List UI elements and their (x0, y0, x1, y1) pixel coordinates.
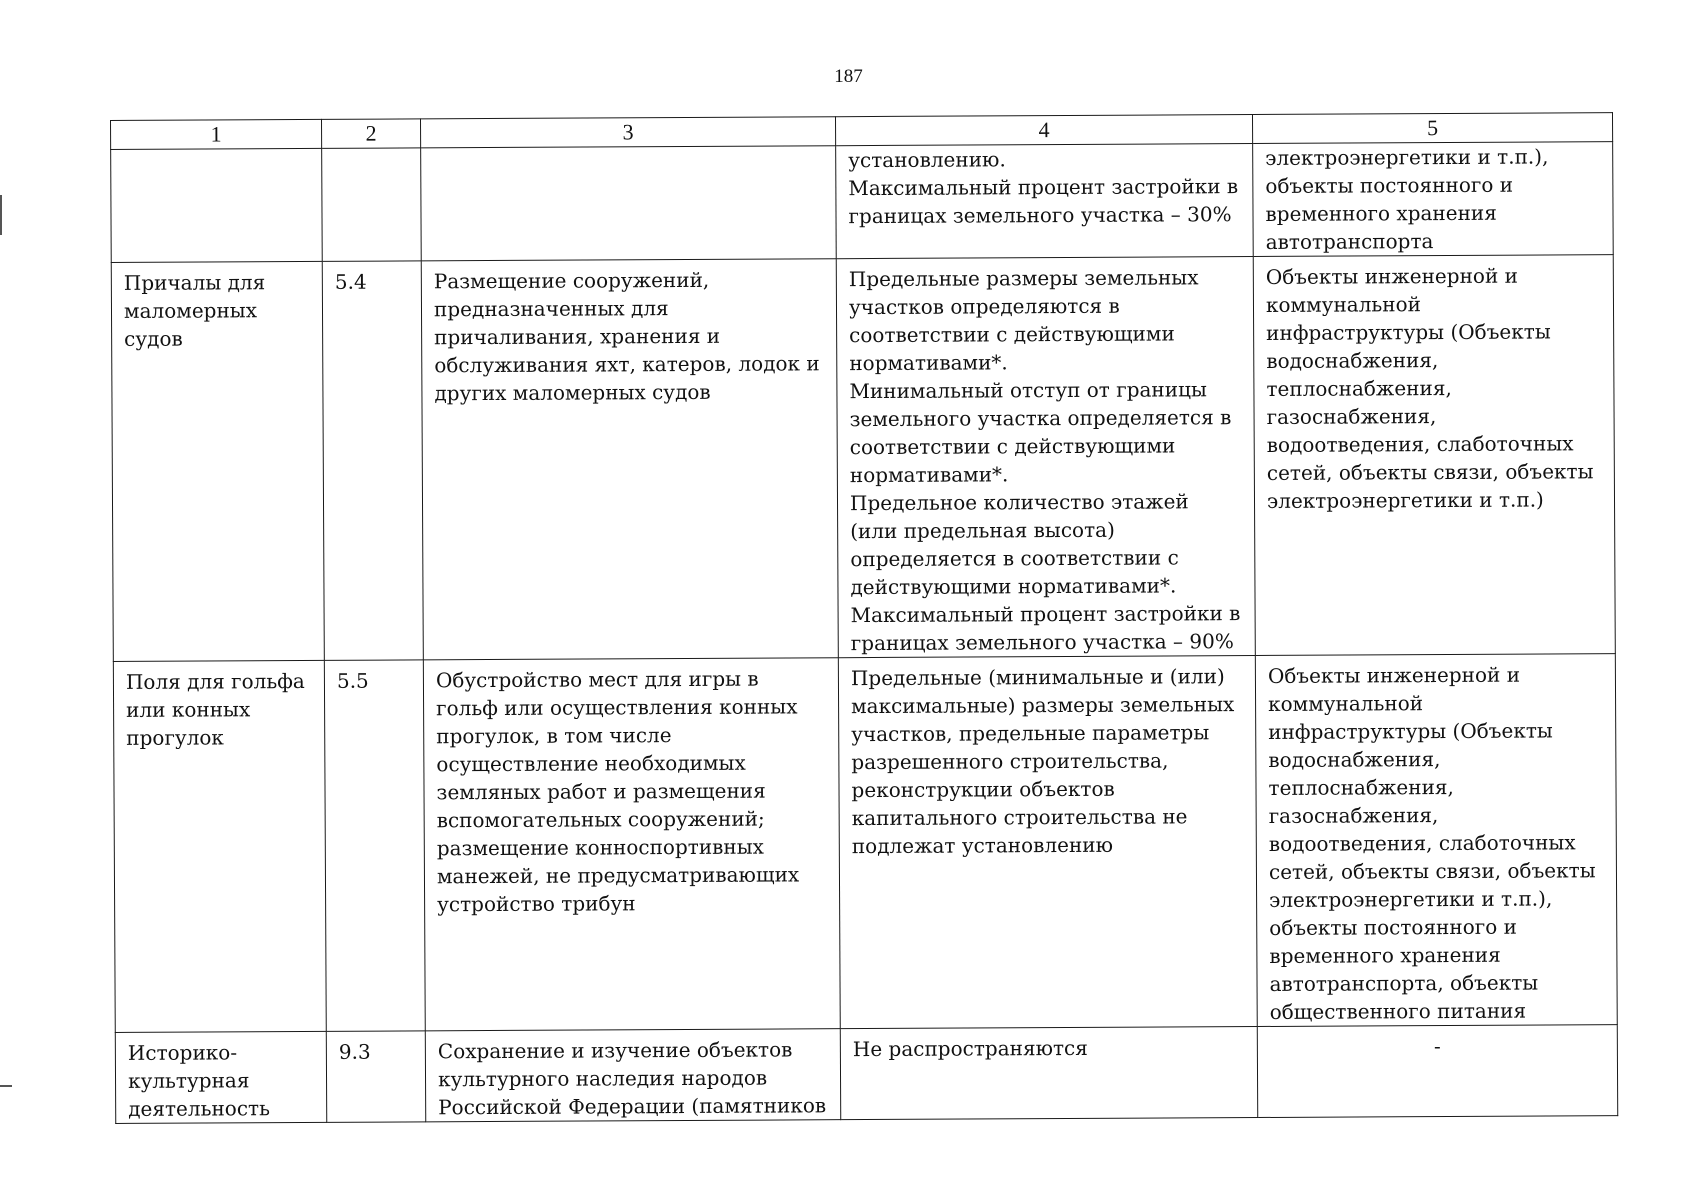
use-code-cell (322, 148, 422, 262)
use-code-cell: 9.3 (326, 1031, 425, 1123)
use-name-cell: Историко-культурная деятельность (115, 1031, 326, 1123)
use-description-cell: Обустройство мест для игры в гольф или осуществления конных прогулок, в том числе осуществление необходимых земляных работ и размещения вспомогательных сооружений; размещение конноспортивных манежей, не предусматривающих устройство трибун (423, 658, 840, 1031)
column-header-4: 4 (835, 115, 1252, 146)
table-row (113, 654, 1617, 1033)
parameters-cell: Предельные размеры земельных участков определяются в соответствии с действующими нормативами*. Минимальный отступ от границы земельного участка определяется в соответствии с действующими нормативами*. Предельное количество этажей (или предельная высота) определяется в соответствии с действующими нормативами*. Максимальный процент застройки в границах земельного участка – 90% (836, 257, 1255, 658)
table-row (115, 1025, 1617, 1124)
auxiliary-uses-cell: Объекты инженерной и коммунальной инфраструктуры (Объекты водоснабжения, теплоснабжения, газоснабжения, водоотведения, слаботочных сетей, объекты связи, объекты электроэнергетики и т.п.), объекты постоянного и временного хранения автотранспорта, объекты общественного питания (1255, 654, 1617, 1027)
use-description-cell: Сохранение и изучение объектов культурного наследия народов Российской Федерации (памятников (425, 1029, 840, 1122)
auxiliary-uses-cell: - (1257, 1025, 1617, 1118)
column-header-5: 5 (1252, 113, 1612, 144)
use-description-cell: Размещение сооружений, предназначенных для причаливания, хранения и обслуживания яхт, катеров, лодок и других маломерных судов (421, 259, 838, 660)
use-name-cell: Поля для гольфа или конных прогулок (113, 660, 326, 1032)
parameters-cell: Не распространяются (840, 1027, 1257, 1120)
column-header-2: 2 (321, 119, 420, 149)
column-header-3: 3 (420, 117, 835, 148)
use-code-cell: 5.5 (324, 660, 425, 1032)
table-row (111, 255, 1615, 662)
land-use-table (110, 112, 1618, 1124)
page-number: 187 (834, 66, 863, 87)
scan-edge-mark (0, 195, 2, 235)
table-row (111, 142, 1614, 263)
use-description-cell (421, 146, 837, 261)
use-code-cell: 5.4 (322, 261, 423, 661)
parameters-cell: установлению. Максимальный процент застройки в границах земельного участка – 30% (836, 144, 1254, 259)
auxiliary-uses-cell: Объекты инженерной и коммунальной инфраструктуры (Объекты водоснабжения, теплоснабжения, газоснабжения, водоотведения, слаботочных сетей, объекты связи, объекты электроэнергетики и т.п.) (1253, 255, 1615, 656)
column-header-1: 1 (111, 119, 322, 149)
parameters-cell: Предельные (минимальные и (или) максимальные) размеры земельных участков, предельные параметры разрешенного строительства, реконструкции объектов капитального строительства не подлежат установлению (838, 656, 1257, 1029)
scan-edge-mark (0, 1085, 12, 1087)
use-name-cell (111, 148, 323, 262)
auxiliary-uses-cell: электроэнергетики и т.п.), объекты постоянного и временного хранения автотранспорта (1253, 142, 1614, 257)
use-name-cell: Причалы для маломерных судов (111, 261, 324, 661)
